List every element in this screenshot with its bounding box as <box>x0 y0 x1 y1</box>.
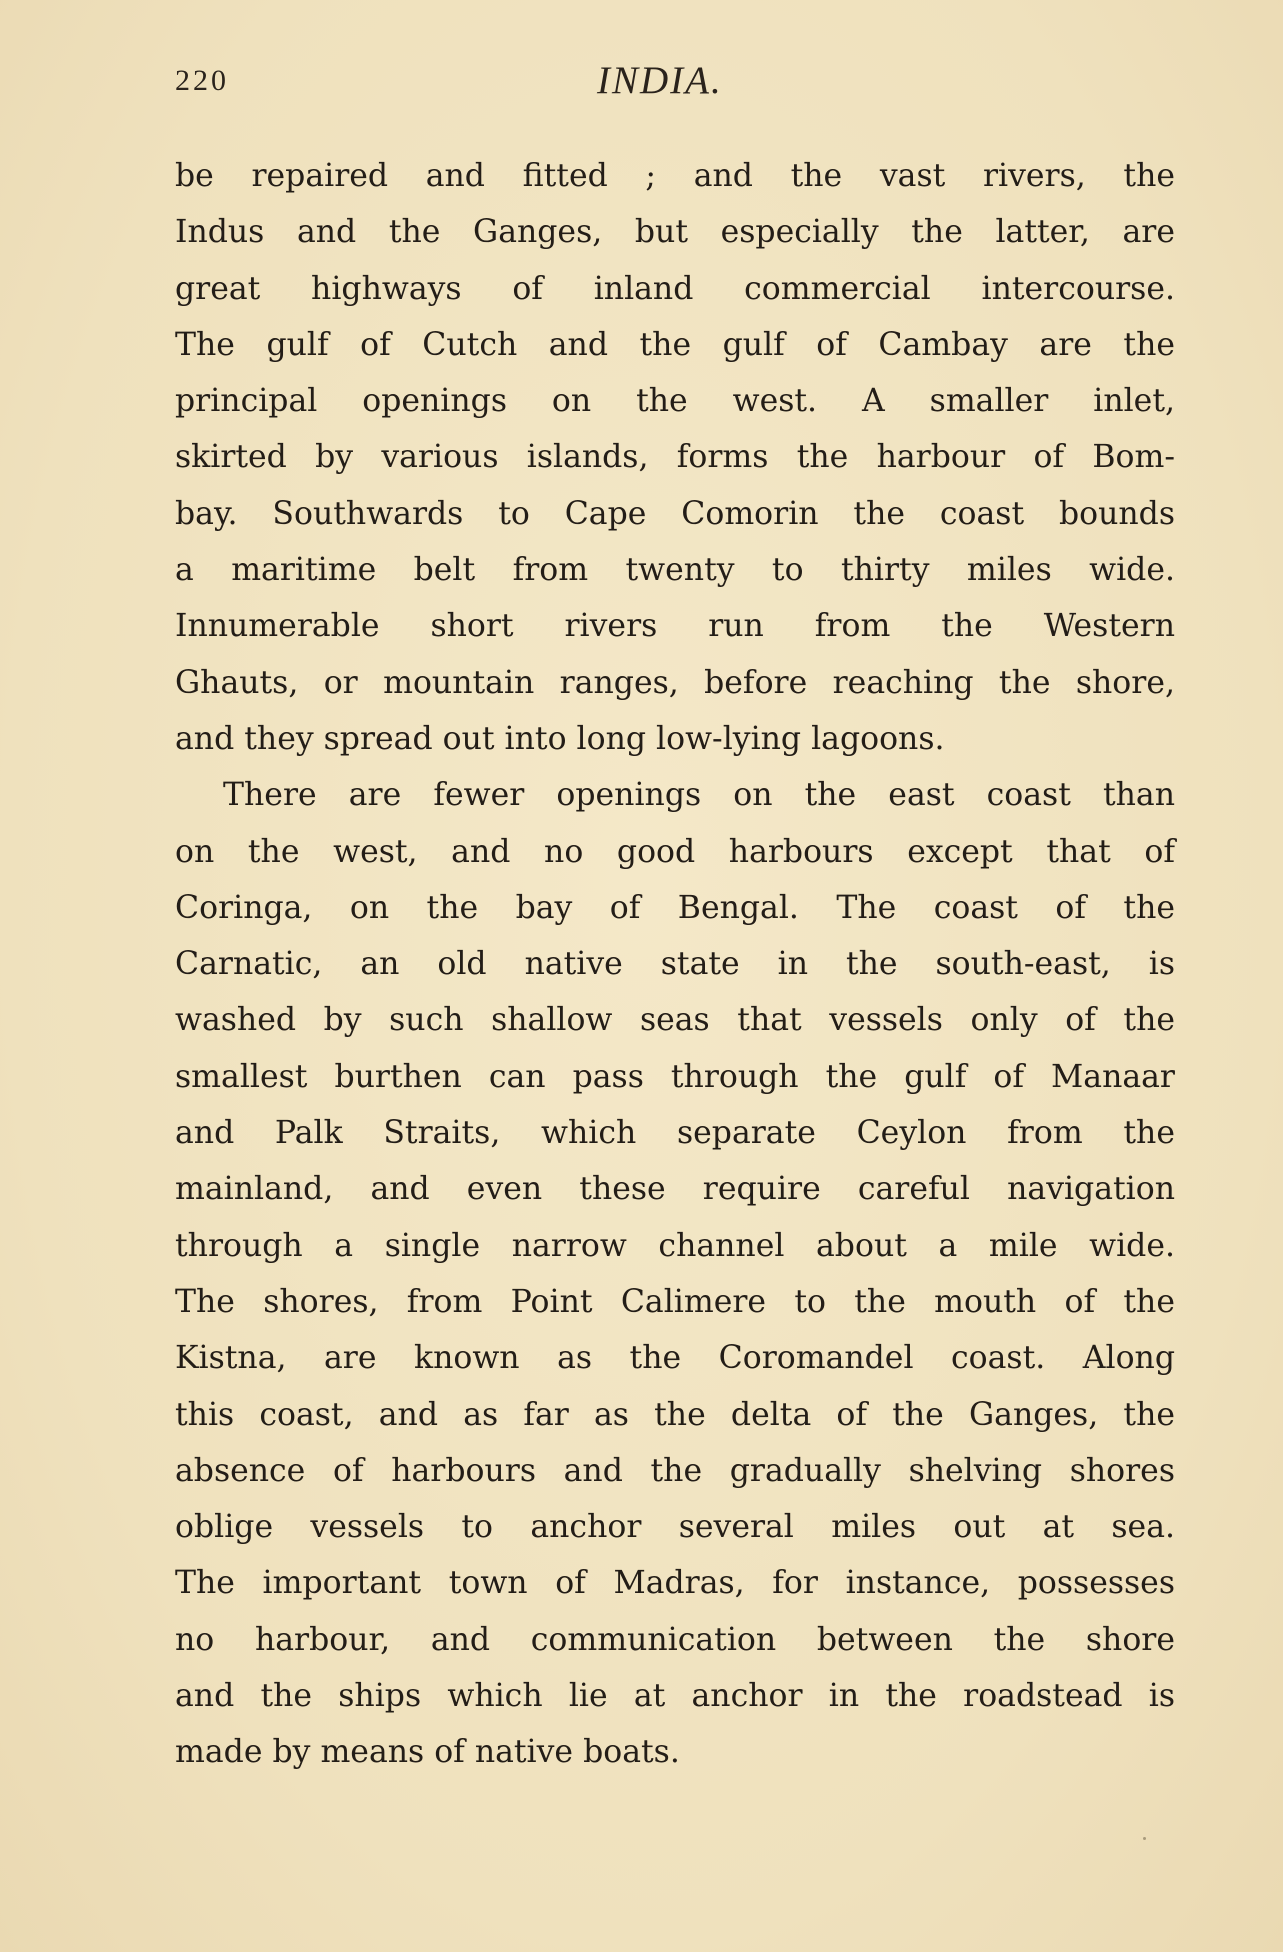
text-line: The shores, from Point Calimere to the mouth of the <box>175 1283 1175 1320</box>
text-line: great highways of inland commercial intercourse. <box>175 270 1175 307</box>
text-line: Indus and the Ganges, but especially the latter, are <box>175 214 1175 251</box>
text-line: The important town of Madras, for instance, possesses <box>175 1565 1175 1602</box>
running-title: INDIA. <box>597 59 723 102</box>
text-line: no harbour, and communication between the shore <box>175 1621 1175 1658</box>
paragraph-end-line: made by means of native boats. <box>175 1734 680 1771</box>
page-number: 220 <box>175 64 229 97</box>
text-line: Ghauts, or mountain ranges, before reaching the shore, <box>175 664 1175 701</box>
text-line: Coringa, on the bay of Bengal. The coast of the <box>175 889 1175 926</box>
text-line: skirted by various islands, forms the harbour of Bom- <box>175 439 1175 476</box>
text-line: this coast, and as far as the delta of the Ganges, the <box>175 1396 1175 1433</box>
running-head <box>175 58 1175 108</box>
paragraph-start-line: There are fewer openings on the east coast than <box>223 777 1175 814</box>
text-line: washed by such shallow seas that vessels only of the <box>175 1002 1175 1039</box>
text-line: absence of harbours and the gradually shelving shores <box>175 1452 1175 1489</box>
body-text <box>175 148 1175 1781</box>
text-line: smallest burthen can pass through the gulf of Manaar <box>175 1058 1175 1095</box>
text-line: on the west, and no good harbours except that of <box>175 833 1175 870</box>
text-line: a maritime belt from twenty to thirty miles wide. <box>175 552 1175 589</box>
text-line: mainland, and even these require careful navigation <box>175 1171 1175 1208</box>
paper-speck <box>1143 1837 1146 1840</box>
text-line: through a single narrow channel about a mile wide. <box>175 1227 1175 1264</box>
text-line: Carnatic, an old native state in the south-east, is <box>175 946 1175 983</box>
text-line: oblige vessels to anchor several miles out at sea. <box>175 1509 1175 1546</box>
text-line: and the ships which lie at anchor in the roadstead is <box>175 1678 1175 1715</box>
text-line: and Palk Straits, which separate Ceylon from the <box>175 1115 1175 1152</box>
paragraph-end-line: and they spread out into long low-lying lagoons. <box>175 720 945 757</box>
text-line: bay. Southwards to Cape Comorin the coast bounds <box>175 495 1175 532</box>
text-line: The gulf of Cutch and the gulf of Cambay are the <box>175 326 1175 363</box>
text-line: principal openings on the west. A smaller inlet, <box>175 383 1175 420</box>
text-line: Innumerable short rivers run from the Western <box>175 608 1175 645</box>
text-line: be repaired and fitted ; and the vast rivers, the <box>175 158 1175 194</box>
text-line: Kistna, are known as the Coromandel coast. Along <box>175 1340 1175 1377</box>
